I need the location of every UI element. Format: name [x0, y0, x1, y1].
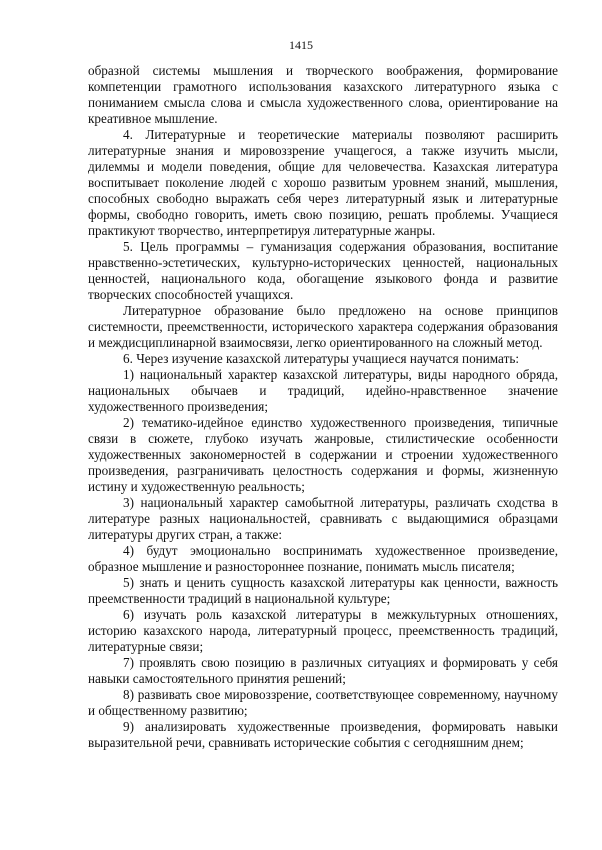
paragraph-literary-education: Литературное образование было предложено на основе принципов системности, преемственности, исторического характера содержания образования и междисциплинарной взаимосвязи, легко ориентированного на сложный метод. [88, 303, 558, 350]
page-number: 1415 [289, 38, 313, 52]
paragraph-continuation: образной системы мышления и творческого воображения, формирование компетенции грамотного использования казахского литературного языка с пониманием смысла слова и смысла художественного слова, ориентирование на креативное мышление. [88, 63, 558, 126]
document-body [88, 63, 558, 751]
paragraph-item-6: 6. Через изучение казахской литературы учащиеся научатся понимать: [123, 351, 520, 366]
list-item-5: 5) знать и ценить сущность казахской литературы как ценности, важность преемственности традиций в национальной культуре; [88, 575, 558, 606]
list-item-3: 3) национальный характер самобытной литературы, различать сходства в литературе разных национальностей, сравнивать с выдающимися образцами литературы других стран, а также: [88, 495, 558, 542]
list-item-4: 4) будут эмоционально воспринимать художественное произведение, образное мышление и разностороннее познание, понимать мысль писателя; [88, 543, 558, 574]
list-item-7: 7) проявлять свою позицию в различных ситуациях и формировать у себя навыки самостоятельного принятия решений; [88, 655, 558, 686]
paragraph-item-4: 4. Литературные и теоретические материалы позволяют расширить литературные знания и мировоззрение учащегося, а также изучить мысли, дилеммы и модели поведения, общие для человечества. Казахская литература воспитывает поколение людей с хорошо развитым уровнем знаний, мышления, способных свободно выражать себя через литературный язык и литературные формы, свободно говорить, иметь свою позицию, решать проблемы. Учащиеся практикуют творчество, интерпретируя литературные жанры. [88, 127, 558, 238]
list-item-8: 8) развивать свое мировоззрение, соответствующее современному, научному и общественному развитию; [88, 687, 558, 718]
list-item-1: 1) национальный характер казахской литературы, виды народного обряда, национальных обычаев и традиций, идейно-нравственное значение художественного произведения; [88, 367, 558, 414]
list-item-9: 9) анализировать художественные произведения, формировать навыки выразительной речи, сравнивать исторические события с сегодняшним днем; [88, 719, 558, 750]
list-item-6: 6) изучать роль казахской литературы в межкультурных отношениях, историю казахского народа, литературный процесс, преемственность традиций, литературные связи; [88, 607, 558, 654]
list-item-2: 2) тематико-идейное единство художественного произведения, типичные связи в сюжете, глубоко изучать жанровые, стилистические особенности художественных закономерностей в содержании и строении художественного произведения, разграничивать целостность содержания и формы, жизненную истину и художественную реальность; [88, 415, 558, 494]
paragraph-item-5: 5. Цель программы – гуманизация содержания образования, воспитание нравственно-эстетических, культурно-исторических ценностей, национальных ценностей, национального кода, обогащение языкового фонда и развитие творческих способностей учащихся. [88, 239, 558, 302]
